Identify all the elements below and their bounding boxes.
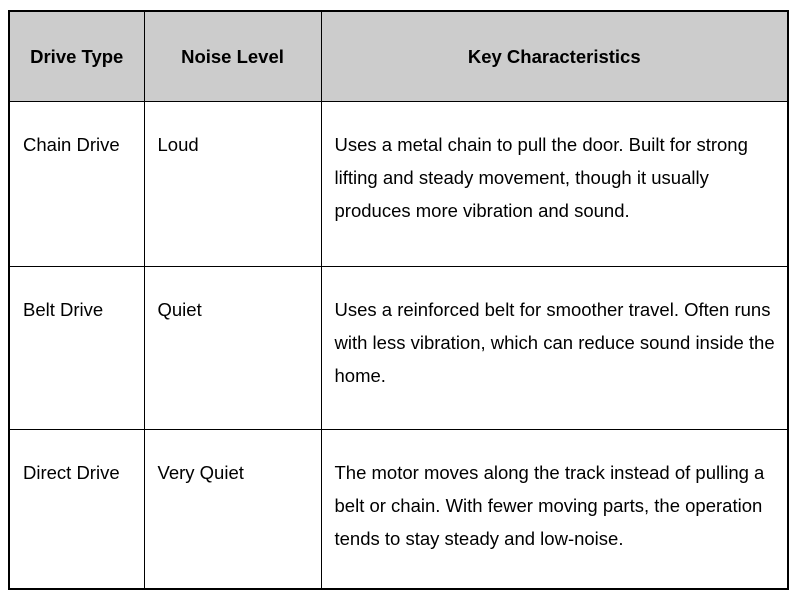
table-row-belt-drive <box>9 266 788 429</box>
cell-noise-level: Quiet <box>144 266 321 429</box>
cell-drive-type: Chain Drive <box>9 101 144 266</box>
cell-characteristics: Uses a metal chain to pull the door. Built for strong lifting and steady movement, though it usually produces more vibration and sound. <box>321 101 788 266</box>
cell-noise-level: Very Quiet <box>144 429 321 589</box>
table-row-direct-drive <box>9 429 788 589</box>
column-header-noise-level: Noise Level <box>144 11 321 101</box>
column-header-key-characteristics: Key Characteristics <box>321 11 788 101</box>
cell-noise-level: Loud <box>144 101 321 266</box>
column-header-drive-type: Drive Type <box>9 11 144 101</box>
cell-characteristics: The motor moves along the track instead of pulling a belt or chain. With fewer moving parts, the operation tends to stay steady and low-noise. <box>321 429 788 589</box>
cell-characteristics: Uses a reinforced belt for smoother travel. Often runs with less vibration, which can reduce sound inside the home. <box>321 266 788 429</box>
drive-comparison-table <box>8 10 789 590</box>
cell-drive-type: Direct Drive <box>9 429 144 589</box>
cell-drive-type: Belt Drive <box>9 266 144 429</box>
header-row <box>9 11 788 101</box>
table-row-chain-drive <box>9 101 788 266</box>
